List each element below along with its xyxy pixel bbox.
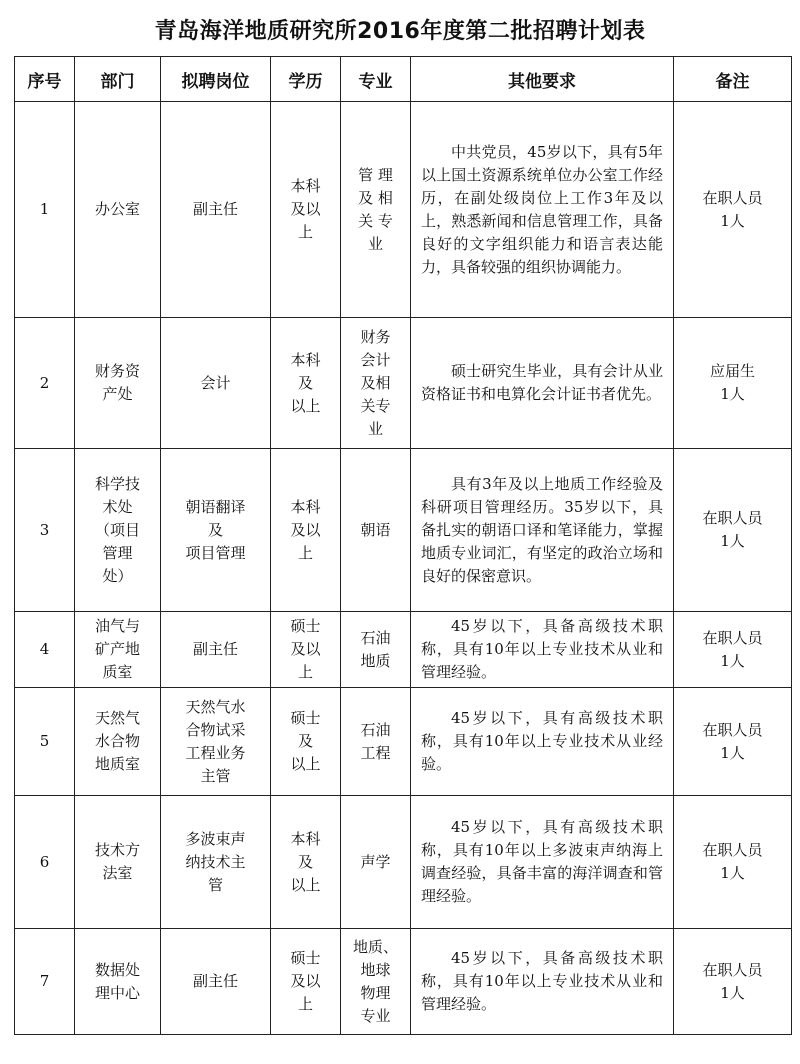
cell-note: 应届生 1人 bbox=[674, 318, 792, 449]
cell-no: 3 bbox=[15, 449, 75, 612]
cell-education: 本科 及以 上 bbox=[271, 449, 341, 612]
cell-no: 4 bbox=[15, 612, 75, 688]
cell-no: 5 bbox=[15, 688, 75, 796]
cell-major: 石油 地质 bbox=[341, 612, 411, 688]
header-major: 专业 bbox=[341, 57, 411, 102]
table-row bbox=[15, 796, 792, 929]
cell-position: 朝语翻译 及 项目管理 bbox=[161, 449, 271, 612]
cell-position: 会计 bbox=[161, 318, 271, 449]
table-row bbox=[15, 612, 792, 688]
cell-note: 在职人员 1人 bbox=[674, 929, 792, 1035]
cell-department: 油气与 矿产地 质室 bbox=[75, 612, 161, 688]
header-department: 部门 bbox=[75, 57, 161, 102]
cell-education: 硕士 及以 上 bbox=[271, 612, 341, 688]
cell-position: 副主任 bbox=[161, 102, 271, 318]
cell-position: 多波束声 纳技术主 管 bbox=[161, 796, 271, 929]
cell-education: 硕士 及以 上 bbox=[271, 929, 341, 1035]
cell-position: 副主任 bbox=[161, 612, 271, 688]
cell-no: 1 bbox=[15, 102, 75, 318]
cell-major: 石油 工程 bbox=[341, 688, 411, 796]
cell-department: 技术方 法室 bbox=[75, 796, 161, 929]
cell-education: 本科 及 以上 bbox=[271, 318, 341, 449]
cell-note: 在职人员 1人 bbox=[674, 688, 792, 796]
table-row bbox=[15, 449, 792, 612]
cell-education: 本科 及以 上 bbox=[271, 102, 341, 318]
cell-education: 本科 及 以上 bbox=[271, 796, 341, 929]
cell-note: 在职人员 1人 bbox=[674, 449, 792, 612]
cell-major: 财务 会计 及相 关专 业 bbox=[341, 318, 411, 449]
cell-note: 在职人员 1人 bbox=[674, 796, 792, 929]
cell-requirements: 45岁以下，具有高级技术职称，具有10年以上专业技术从业经验。 bbox=[411, 688, 674, 796]
cell-requirements: 45岁以下，具有高级技术职称，具有10年以上多波束声纳海上调查经验，具备丰富的海洋调查和管理经验。 bbox=[411, 796, 674, 929]
cell-department: 科学技 术处 （项目 管理 处） bbox=[75, 449, 161, 612]
cell-department: 办公室 bbox=[75, 102, 161, 318]
header-note: 备注 bbox=[674, 57, 792, 102]
header-education: 学历 bbox=[271, 57, 341, 102]
cell-no: 7 bbox=[15, 929, 75, 1035]
cell-requirements: 具有3年及以上地质工作经验及科研项目管理经历。35岁以下，具备扎实的朝语口译和笔译能力，掌握地质专业词汇，有坚定的政治立场和良好的保密意识。 bbox=[411, 449, 674, 612]
cell-requirements: 硕士研究生毕业，具有会计从业资格证书和电算化会计证书者优先。 bbox=[411, 318, 674, 449]
cell-major: 管 理 及 相 关 专 业 bbox=[341, 102, 411, 318]
recruitment-table bbox=[14, 56, 792, 1035]
header-no: 序号 bbox=[15, 57, 75, 102]
cell-major: 朝语 bbox=[341, 449, 411, 612]
cell-requirements: 中共党员，45岁以下，具有5年以上国土资源系统单位办公室工作经历，在副处级岗位上工作3年及以上，熟悉新闻和信息管理工作，具备良好的文字组织能力和语言表达能力，具备较强的组织协调能力。 bbox=[411, 102, 674, 318]
header-requirements: 其他要求 bbox=[411, 57, 674, 102]
table-row bbox=[15, 102, 792, 318]
table-header-row bbox=[15, 57, 792, 102]
cell-position: 天然气水 合物试采 工程业务 主管 bbox=[161, 688, 271, 796]
cell-requirements: 45岁以下，具备高级技术职称，具有10年以上专业技术从业和管理经验。 bbox=[411, 612, 674, 688]
cell-department: 天然气 水合物 地质室 bbox=[75, 688, 161, 796]
table-row bbox=[15, 688, 792, 796]
cell-major: 地质、 地球 物理 专业 bbox=[341, 929, 411, 1035]
cell-note: 在职人员 1人 bbox=[674, 102, 792, 318]
table-row bbox=[15, 318, 792, 449]
table-row bbox=[15, 929, 792, 1035]
cell-note: 在职人员 1人 bbox=[674, 612, 792, 688]
cell-department: 财务资 产处 bbox=[75, 318, 161, 449]
cell-requirements: 45岁以下，具备高级技术职称，具有10年以上专业技术从业和管理经验。 bbox=[411, 929, 674, 1035]
cell-department: 数据处 理中心 bbox=[75, 929, 161, 1035]
document-title: 青岛海洋地质研究所2016年度第二批招聘计划表 bbox=[154, 19, 646, 44]
cell-education: 硕士 及 以上 bbox=[271, 688, 341, 796]
cell-major: 声学 bbox=[341, 796, 411, 929]
cell-no: 2 bbox=[15, 318, 75, 449]
header-position: 拟聘岗位 bbox=[161, 57, 271, 102]
cell-position: 副主任 bbox=[161, 929, 271, 1035]
cell-no: 6 bbox=[15, 796, 75, 929]
